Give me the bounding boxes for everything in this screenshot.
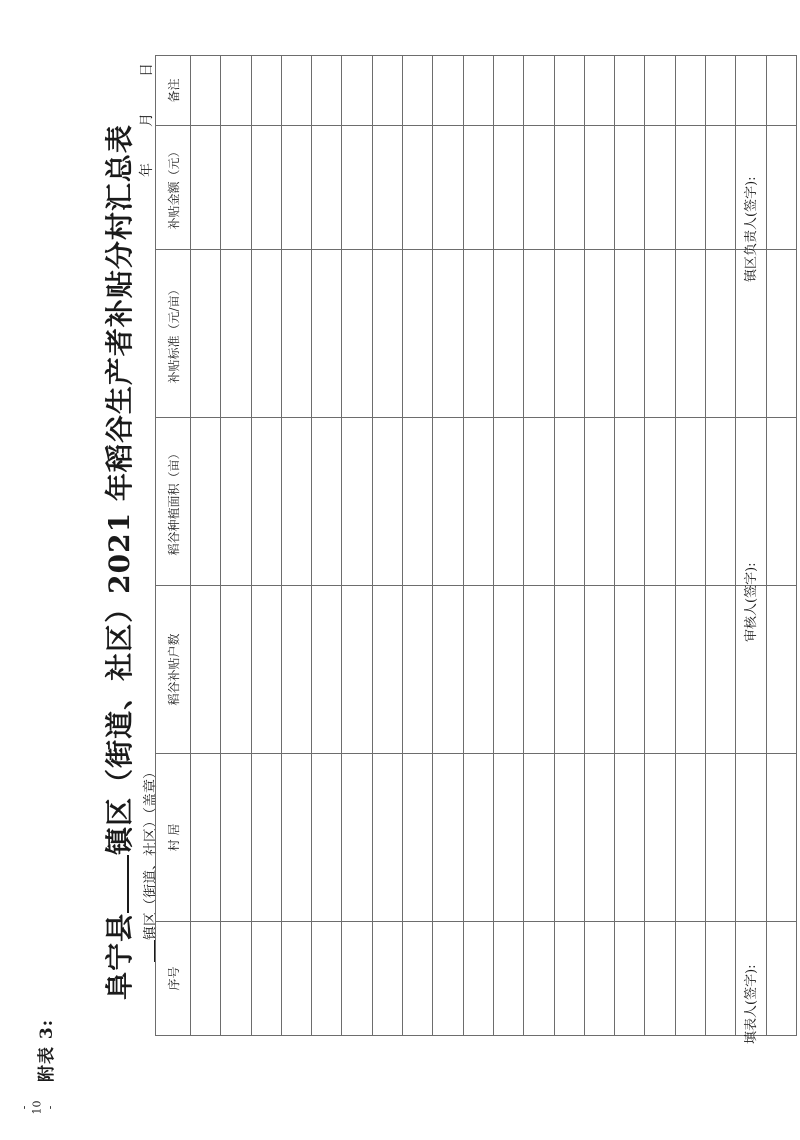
- table-cell: [675, 586, 705, 754]
- table-row: [463, 56, 493, 1036]
- table-cell: [493, 922, 523, 1036]
- table-cell: [554, 922, 584, 1036]
- table-cell: [403, 922, 433, 1036]
- table-cell: [433, 754, 463, 922]
- table-cell: [645, 126, 675, 250]
- table-cell: [433, 126, 463, 250]
- reviewer-signature: 审核人(签字):: [744, 562, 759, 642]
- table-row: [403, 56, 433, 1036]
- table-cell: [312, 754, 342, 922]
- table-row: [675, 56, 705, 1036]
- table-cell: [433, 586, 463, 754]
- filler-signature: 填表人(签字):: [744, 964, 759, 1044]
- table-cell: [615, 126, 645, 250]
- table-cell: [281, 56, 311, 126]
- title-blank-line: [105, 855, 129, 913]
- table-cell: [706, 56, 736, 126]
- stamp-label: 镇区（街道、社区）（盖章）: [143, 765, 159, 940]
- table-cell: [675, 56, 705, 126]
- table-cell: [191, 418, 221, 586]
- table-cell: [706, 586, 736, 754]
- table-row: [645, 56, 675, 1036]
- table-cell: [766, 56, 796, 126]
- stamp-blank-line: [142, 940, 155, 962]
- table-cell: [433, 250, 463, 418]
- table-cell: [312, 56, 342, 126]
- table-cell: [645, 250, 675, 418]
- table-cell: [615, 754, 645, 922]
- table-cell: [463, 586, 493, 754]
- table-cell: [312, 922, 342, 1036]
- table-cell: [615, 250, 645, 418]
- table-row: [191, 56, 221, 1036]
- table-cell: [221, 418, 251, 586]
- table-cell: [524, 586, 554, 754]
- table-cell: [251, 754, 281, 922]
- header-standard: 补贴标准（元/亩）: [156, 250, 191, 418]
- table-cell: [312, 586, 342, 754]
- table-cell: [281, 922, 311, 1036]
- table-cell: [251, 250, 281, 418]
- table-cell: [675, 126, 705, 250]
- table-cell: [433, 56, 463, 126]
- table-cell: [615, 586, 645, 754]
- table-cell: [251, 56, 281, 126]
- table-cell: [372, 418, 402, 586]
- table-cell: [766, 418, 796, 586]
- table-row: [615, 56, 645, 1036]
- table-cell: [191, 922, 221, 1036]
- table-cell: [675, 418, 705, 586]
- table-cell: [281, 250, 311, 418]
- table-cell: [221, 586, 251, 754]
- table-cell: [281, 126, 311, 250]
- table-cell: [191, 56, 221, 126]
- table-cell: [403, 250, 433, 418]
- table-cell: [766, 126, 796, 250]
- table-cell: [463, 56, 493, 126]
- table-cell: [463, 418, 493, 586]
- table-cell: [342, 922, 372, 1036]
- table-cell: [463, 754, 493, 922]
- table-row: [221, 56, 251, 1036]
- title-suffix: 镇区（街道、社区）2021 年稻谷生产者补贴分村汇总表: [103, 124, 136, 855]
- table-cell: [645, 922, 675, 1036]
- table-cell: [433, 418, 463, 586]
- table-cell: [675, 922, 705, 1036]
- table-cell: [554, 56, 584, 126]
- table-cell: [433, 922, 463, 1036]
- header-area: 稻谷种植面积（亩）: [156, 418, 191, 586]
- table-row: [251, 56, 281, 1036]
- date-day: 日: [139, 63, 155, 77]
- table-cell: [706, 250, 736, 418]
- table-cell: [403, 754, 433, 922]
- attachment-label: 附表 3:: [37, 1018, 57, 1082]
- table-cell: [372, 922, 402, 1036]
- table-cell: [463, 922, 493, 1036]
- table-cell: [342, 126, 372, 250]
- table-cell: [584, 418, 614, 586]
- table-row: [372, 56, 402, 1036]
- table-cell: [524, 922, 554, 1036]
- table-cell: [706, 126, 736, 250]
- table-cell: [281, 754, 311, 922]
- table-cell: [191, 126, 221, 250]
- table-cell: [675, 754, 705, 922]
- header-serial: 序号: [156, 922, 191, 1036]
- table-cell: [493, 126, 523, 250]
- table-cell: [403, 418, 433, 586]
- table-cell: [766, 754, 796, 922]
- table-cell: [524, 250, 554, 418]
- table-cell: [342, 418, 372, 586]
- table-cell: [615, 56, 645, 126]
- table-cell: [372, 126, 402, 250]
- table-cell: [372, 250, 402, 418]
- date-year: 年: [139, 163, 155, 177]
- table-row: [281, 56, 311, 1036]
- table-cell: [493, 418, 523, 586]
- table-cell: [584, 56, 614, 126]
- table-cell: [221, 754, 251, 922]
- date-line: [136, 63, 156, 177]
- table-cell: [615, 922, 645, 1036]
- table-cell: [766, 922, 796, 1036]
- leader-signature: 镇区负责人(签字):: [744, 176, 759, 282]
- table-cell: [706, 418, 736, 586]
- table-row: [493, 56, 523, 1036]
- table-row: [342, 56, 372, 1036]
- table-cell: [403, 56, 433, 126]
- table-cell: [251, 418, 281, 586]
- table-cell: [584, 586, 614, 754]
- table-cell: [766, 250, 796, 418]
- table-body: [191, 56, 797, 1036]
- table-cell: [342, 586, 372, 754]
- header-households: 稻谷补贴户数: [156, 586, 191, 754]
- table-cell: [281, 418, 311, 586]
- table-cell: [251, 126, 281, 250]
- header-village: 村 居: [156, 754, 191, 922]
- table-cell: [221, 126, 251, 250]
- table-cell: [524, 126, 554, 250]
- table-row: [766, 56, 796, 1036]
- table-cell: [312, 126, 342, 250]
- table-cell: [554, 754, 584, 922]
- table-cell: [645, 418, 675, 586]
- summary-table: [155, 55, 797, 1036]
- table-cell: [524, 418, 554, 586]
- table-cell: [524, 754, 554, 922]
- table-cell: [584, 250, 614, 418]
- table-cell: [554, 126, 584, 250]
- table-cell: [403, 126, 433, 250]
- page-number: - 10 -: [17, 1100, 57, 1115]
- table-cell: [251, 586, 281, 754]
- table-cell: [615, 418, 645, 586]
- table-cell: [221, 56, 251, 126]
- table-cell: [736, 754, 766, 922]
- table-cell: [191, 754, 221, 922]
- table-cell: [191, 586, 221, 754]
- table-cell: [372, 754, 402, 922]
- table-cell: [463, 126, 493, 250]
- table-cell: [312, 250, 342, 418]
- table-cell: [645, 586, 675, 754]
- table-cell: [251, 922, 281, 1036]
- header-remarks: 备注: [156, 56, 191, 126]
- table-cell: [463, 250, 493, 418]
- table-cell: [221, 250, 251, 418]
- header-amount: 补贴金额（元）: [156, 126, 191, 250]
- table-cell: [493, 586, 523, 754]
- table-cell: [342, 754, 372, 922]
- table-cell: [736, 56, 766, 126]
- table-cell: [372, 56, 402, 126]
- table-cell: [372, 586, 402, 754]
- table-cell: [766, 586, 796, 754]
- table-cell: [675, 250, 705, 418]
- title-prefix: 阜宁县: [103, 912, 136, 1000]
- table-cell: [584, 754, 614, 922]
- table-row: [312, 56, 342, 1036]
- table-cell: [706, 754, 736, 922]
- table-cell: [493, 250, 523, 418]
- table-row: [524, 56, 554, 1036]
- table-cell: [493, 56, 523, 126]
- table-cell: [584, 126, 614, 250]
- table-cell: [645, 754, 675, 922]
- table-cell: [554, 586, 584, 754]
- date-month: 月: [139, 113, 155, 127]
- table-cell: [736, 418, 766, 586]
- table-cell: [706, 922, 736, 1036]
- table-cell: [584, 922, 614, 1036]
- table-cell: [312, 418, 342, 586]
- table-row: [433, 56, 463, 1036]
- table-row: [584, 56, 614, 1036]
- table-row: [706, 56, 736, 1036]
- page-title: [98, 42, 138, 1082]
- table-cell: [403, 586, 433, 754]
- table-header-row: [156, 56, 191, 1036]
- table-cell: [221, 922, 251, 1036]
- table-cell: [554, 418, 584, 586]
- table-row: [554, 56, 584, 1036]
- landscape-sheet: [18, 42, 778, 1082]
- table-cell: [191, 250, 221, 418]
- table-cell: [281, 586, 311, 754]
- table-cell: [645, 56, 675, 126]
- table-cell: [524, 56, 554, 126]
- table-cell: [342, 250, 372, 418]
- table-cell: [554, 250, 584, 418]
- table-cell: [493, 754, 523, 922]
- table-cell: [342, 56, 372, 126]
